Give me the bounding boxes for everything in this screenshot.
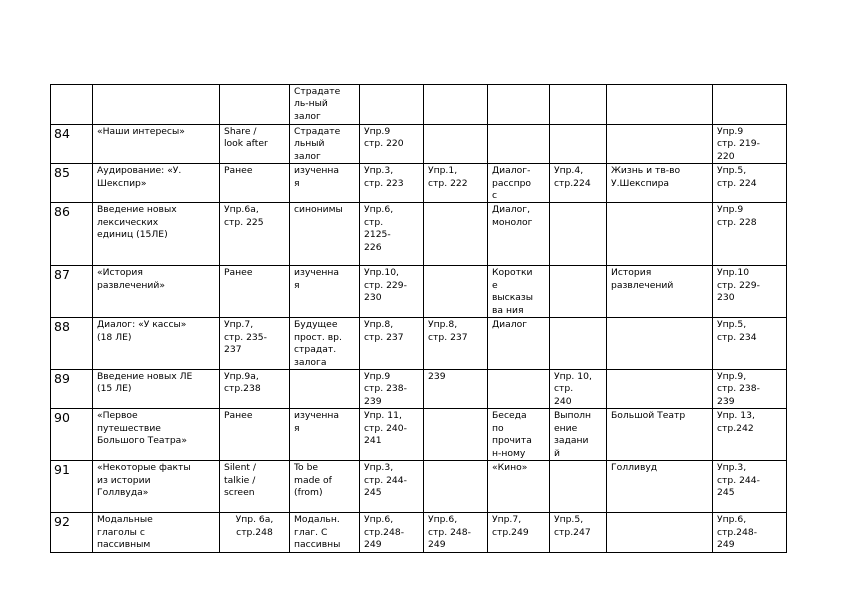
- cell-listening: [550, 125, 607, 164]
- cell-grammar: изученна я: [290, 409, 360, 461]
- cell-listening: [550, 85, 607, 125]
- cell-culture: [607, 125, 713, 164]
- cell-reading: Упр.3, стр. 223: [360, 164, 424, 203]
- cell-homework: Упр.9, стр. 238- 239: [713, 370, 787, 409]
- cell-vocabulary: [220, 85, 290, 125]
- cell-speaking: «Кино»: [488, 461, 550, 513]
- cell-lesson-number: 86: [51, 203, 93, 266]
- cell-homework: Упр.5, стр. 224: [713, 164, 787, 203]
- cell-culture: [607, 318, 713, 370]
- table-row: [51, 370, 787, 409]
- cell-reading: Упр. 11, стр. 240- 241: [360, 409, 424, 461]
- cell-grammar: Страдате льный залог: [290, 125, 360, 164]
- cell-writing: [424, 266, 488, 318]
- lesson-plan-table: [50, 84, 787, 553]
- cell-speaking: [488, 370, 550, 409]
- cell-grammar: Страдате ль-ный залог: [290, 85, 360, 125]
- table-row: [51, 318, 787, 370]
- cell-grammar: изученна я: [290, 164, 360, 203]
- cell-vocabulary: Silent / talkie / screen: [220, 461, 290, 513]
- cell-speaking: Диалог: [488, 318, 550, 370]
- cell-speaking: Упр.7, стр.249: [488, 513, 550, 552]
- cell-culture: Голливуд: [607, 461, 713, 513]
- table-row: [51, 164, 787, 203]
- cell-culture: История развлечений: [607, 266, 713, 318]
- table-row: [51, 513, 787, 552]
- cell-culture: [607, 370, 713, 409]
- cell-writing: [424, 203, 488, 266]
- cell-lesson-number: 92: [51, 513, 93, 552]
- cell-lesson-topic: Модальные глаголы с пассивным: [93, 513, 220, 552]
- cell-listening: [550, 266, 607, 318]
- cell-writing: [424, 409, 488, 461]
- cell-lesson-number: 88: [51, 318, 93, 370]
- cell-writing: Упр.6, стр. 248- 249: [424, 513, 488, 552]
- cell-speaking: Беседа по прочита н-ному: [488, 409, 550, 461]
- cell-reading: Упр.6, стр. 2125- 226: [360, 203, 424, 266]
- cell-vocabulary: Ранее: [220, 409, 290, 461]
- cell-reading: Упр.6, стр.248- 249: [360, 513, 424, 552]
- cell-listening: [550, 318, 607, 370]
- cell-lesson-number: 89: [51, 370, 93, 409]
- cell-listening: Упр.4, стр.224: [550, 164, 607, 203]
- cell-speaking: Коротки е высказы ва ния: [488, 266, 550, 318]
- cell-reading: Упр.9 стр. 238- 239: [360, 370, 424, 409]
- cell-homework: [713, 85, 787, 125]
- cell-culture: Большой Театр: [607, 409, 713, 461]
- cell-writing: [424, 125, 488, 164]
- cell-listening: [550, 461, 607, 513]
- cell-homework: Упр.5, стр. 234: [713, 318, 787, 370]
- cell-homework: Упр.10 стр. 229- 230: [713, 266, 787, 318]
- cell-lesson-number: 90: [51, 409, 93, 461]
- cell-lesson-topic: Введение новых лексических единиц (15ЛЕ): [93, 203, 220, 266]
- cell-vocabulary: Share / look after: [220, 125, 290, 164]
- cell-lesson-number: [51, 85, 93, 125]
- cell-speaking: Диалог, монолог: [488, 203, 550, 266]
- cell-vocabulary: Ранее: [220, 164, 290, 203]
- cell-homework: Упр.6, стр.248- 249: [713, 513, 787, 552]
- cell-speaking: [488, 85, 550, 125]
- cell-writing: 239: [424, 370, 488, 409]
- cell-speaking: Диалог- расспро с: [488, 164, 550, 203]
- cell-reading: Упр.3, стр. 244- 245: [360, 461, 424, 513]
- cell-grammar: изученна я: [290, 266, 360, 318]
- cell-lesson-number: 84: [51, 125, 93, 164]
- cell-homework: Упр.9 стр. 219- 220: [713, 125, 787, 164]
- cell-homework: Упр.3, стр. 244- 245: [713, 461, 787, 513]
- cell-lesson-topic: «Наши интересы»: [93, 125, 220, 164]
- cell-grammar: Модальн. глаг. С пассивны: [290, 513, 360, 552]
- cell-listening: [550, 203, 607, 266]
- cell-lesson-topic: Аудирование: «У. Шекспир»: [93, 164, 220, 203]
- cell-homework: Упр.9 стр. 228: [713, 203, 787, 266]
- cell-grammar: Будущее прост. вр. страдат. залога: [290, 318, 360, 370]
- cell-listening: Упр.5, стр.247: [550, 513, 607, 552]
- cell-writing: Упр.1, стр. 222: [424, 164, 488, 203]
- cell-listening: Выполн ение задани й: [550, 409, 607, 461]
- cell-speaking: [488, 125, 550, 164]
- cell-lesson-number: 91: [51, 461, 93, 513]
- cell-reading: Упр.8, стр. 237: [360, 318, 424, 370]
- cell-vocabulary: Упр. 6а, стр.248: [220, 513, 290, 552]
- cell-vocabulary: Упр.9а, стр.238: [220, 370, 290, 409]
- cell-lesson-number: 87: [51, 266, 93, 318]
- cell-culture: [607, 85, 713, 125]
- table-row: [51, 125, 787, 164]
- cell-reading: Упр.9 стр. 220: [360, 125, 424, 164]
- cell-reading: Упр.10, стр. 229- 230: [360, 266, 424, 318]
- cell-culture: Жизнь и тв-во У.Шекспира: [607, 164, 713, 203]
- cell-writing: [424, 85, 488, 125]
- cell-vocabulary: Упр.6а, стр. 225: [220, 203, 290, 266]
- table-row: [51, 461, 787, 513]
- cell-grammar: To be made of (from): [290, 461, 360, 513]
- table-row: [51, 409, 787, 461]
- table-row: [51, 266, 787, 318]
- cell-vocabulary: Ранее: [220, 266, 290, 318]
- cell-vocabulary: Упр.7, стр. 235- 237: [220, 318, 290, 370]
- cell-culture: [607, 513, 713, 552]
- cell-grammar: [290, 370, 360, 409]
- cell-lesson-topic: «Некоторые факты из истории Голлвуда»: [93, 461, 220, 513]
- cell-lesson-topic: «История развлечений»: [93, 266, 220, 318]
- cell-lesson-topic: «Первое путешествие Большого Театра»: [93, 409, 220, 461]
- cell-grammar: синонимы: [290, 203, 360, 266]
- cell-lesson-number: 85: [51, 164, 93, 203]
- cell-lesson-topic: [93, 85, 220, 125]
- cell-writing: [424, 461, 488, 513]
- table-row: [51, 203, 787, 266]
- cell-writing: Упр.8, стр. 237: [424, 318, 488, 370]
- cell-lesson-topic: Диалог: «У кассы» (18 ЛЕ): [93, 318, 220, 370]
- cell-homework: Упр. 13, стр.242: [713, 409, 787, 461]
- cell-culture: [607, 203, 713, 266]
- table-header-row: [51, 85, 787, 125]
- cell-reading: [360, 85, 424, 125]
- cell-lesson-topic: Введение новых ЛЕ (15 ЛЕ): [93, 370, 220, 409]
- cell-listening: Упр. 10, стр. 240: [550, 370, 607, 409]
